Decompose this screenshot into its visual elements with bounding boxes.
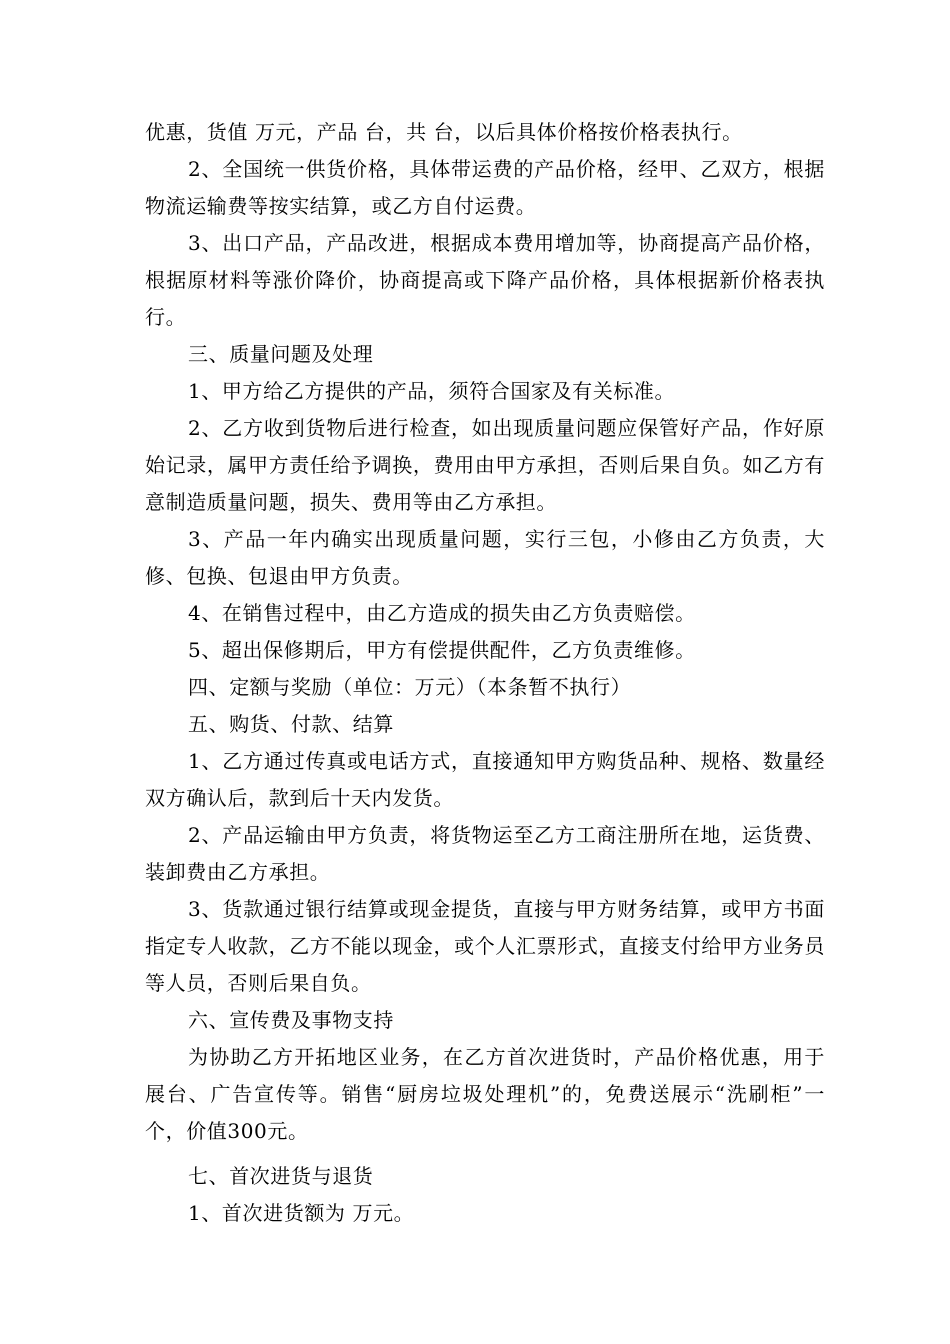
- paragraph-promotion-support: 为协助乙方开拓地区业务，在乙方首次进货时，产品价格优惠，用于展台、广告宣传等。销售“厨房垃圾处理机”的，免费送展示“洗刷柜”一个，价值300元。: [145, 1045, 825, 1143]
- paragraph-warranty: 3、产品一年内确实出现质量问题，实行三包，小修由乙方负责，大修、包换、包退由甲方负责。: [145, 527, 825, 588]
- paragraph-price-discount: 优惠，货值 万元，产品 台，共 台，以后具体价格按价格表执行。: [145, 120, 743, 144]
- section-heading-quality: 三、质量问题及处理: [188, 342, 374, 366]
- paragraph-export-price: 3、出口产品，产品改进，根据成本费用增加等，协商提高产品价格，根据原材料等涨价降价，协商提高或下降产品价格，具体根据新价格表执行。: [145, 231, 825, 329]
- document-page: [145, 114, 825, 1232]
- section-heading-purchase: 五、购货、付款、结算: [188, 712, 394, 736]
- section-heading-promotion: 六、宣传费及事物支持: [188, 1008, 394, 1032]
- paragraph-first-order-amount: 1、首次进货额为 万元。: [188, 1201, 415, 1225]
- section-heading-first-order: 七、首次进货与退货: [188, 1164, 374, 1188]
- paragraph-order-method: 1、乙方通过传真或电话方式，直接通知甲方购货品种、规格、数量经双方确认后，款到后十天内发货。: [145, 749, 825, 810]
- paragraph-payment: 3、货款通过银行结算或现金提货，直接与甲方财务结算，或甲方书面指定专人收款，乙方不能以现金，或个人汇票形式，直接支付给甲方业务员等人员，否则后果自负。: [145, 897, 825, 995]
- section-heading-quota: 四、定额与奖励（单位：万元）（本条暂不执行）: [188, 675, 632, 699]
- paragraph-sales-loss: 4、在销售过程中，由乙方造成的损失由乙方负责赔偿。: [188, 601, 696, 625]
- paragraph-post-warranty: 5、超出保修期后，甲方有偿提供配件，乙方负责维修。: [188, 638, 696, 662]
- paragraph-unified-price: 2、全国统一供货价格，具体带运费的产品价格，经甲、乙双方，根据物流运输费等按实结算，或乙方自付运费。: [145, 157, 825, 218]
- paragraph-inspection: 2、乙方收到货物后进行检查，如出现质量问题应保管好产品，作好原始记录，属甲方责任给予调换，费用由甲方承担，否则后果自负。如乙方有意制造质量问题，损失、费用等由乙方承担。: [145, 416, 825, 514]
- paragraph-transport: 2、产品运输由甲方负责，将货物运至乙方工商注册所在地，运货费、装卸费由乙方承担。: [145, 823, 825, 884]
- paragraph-quality-standard: 1、甲方给乙方提供的产品，须符合国家及有关标准。: [188, 379, 676, 403]
